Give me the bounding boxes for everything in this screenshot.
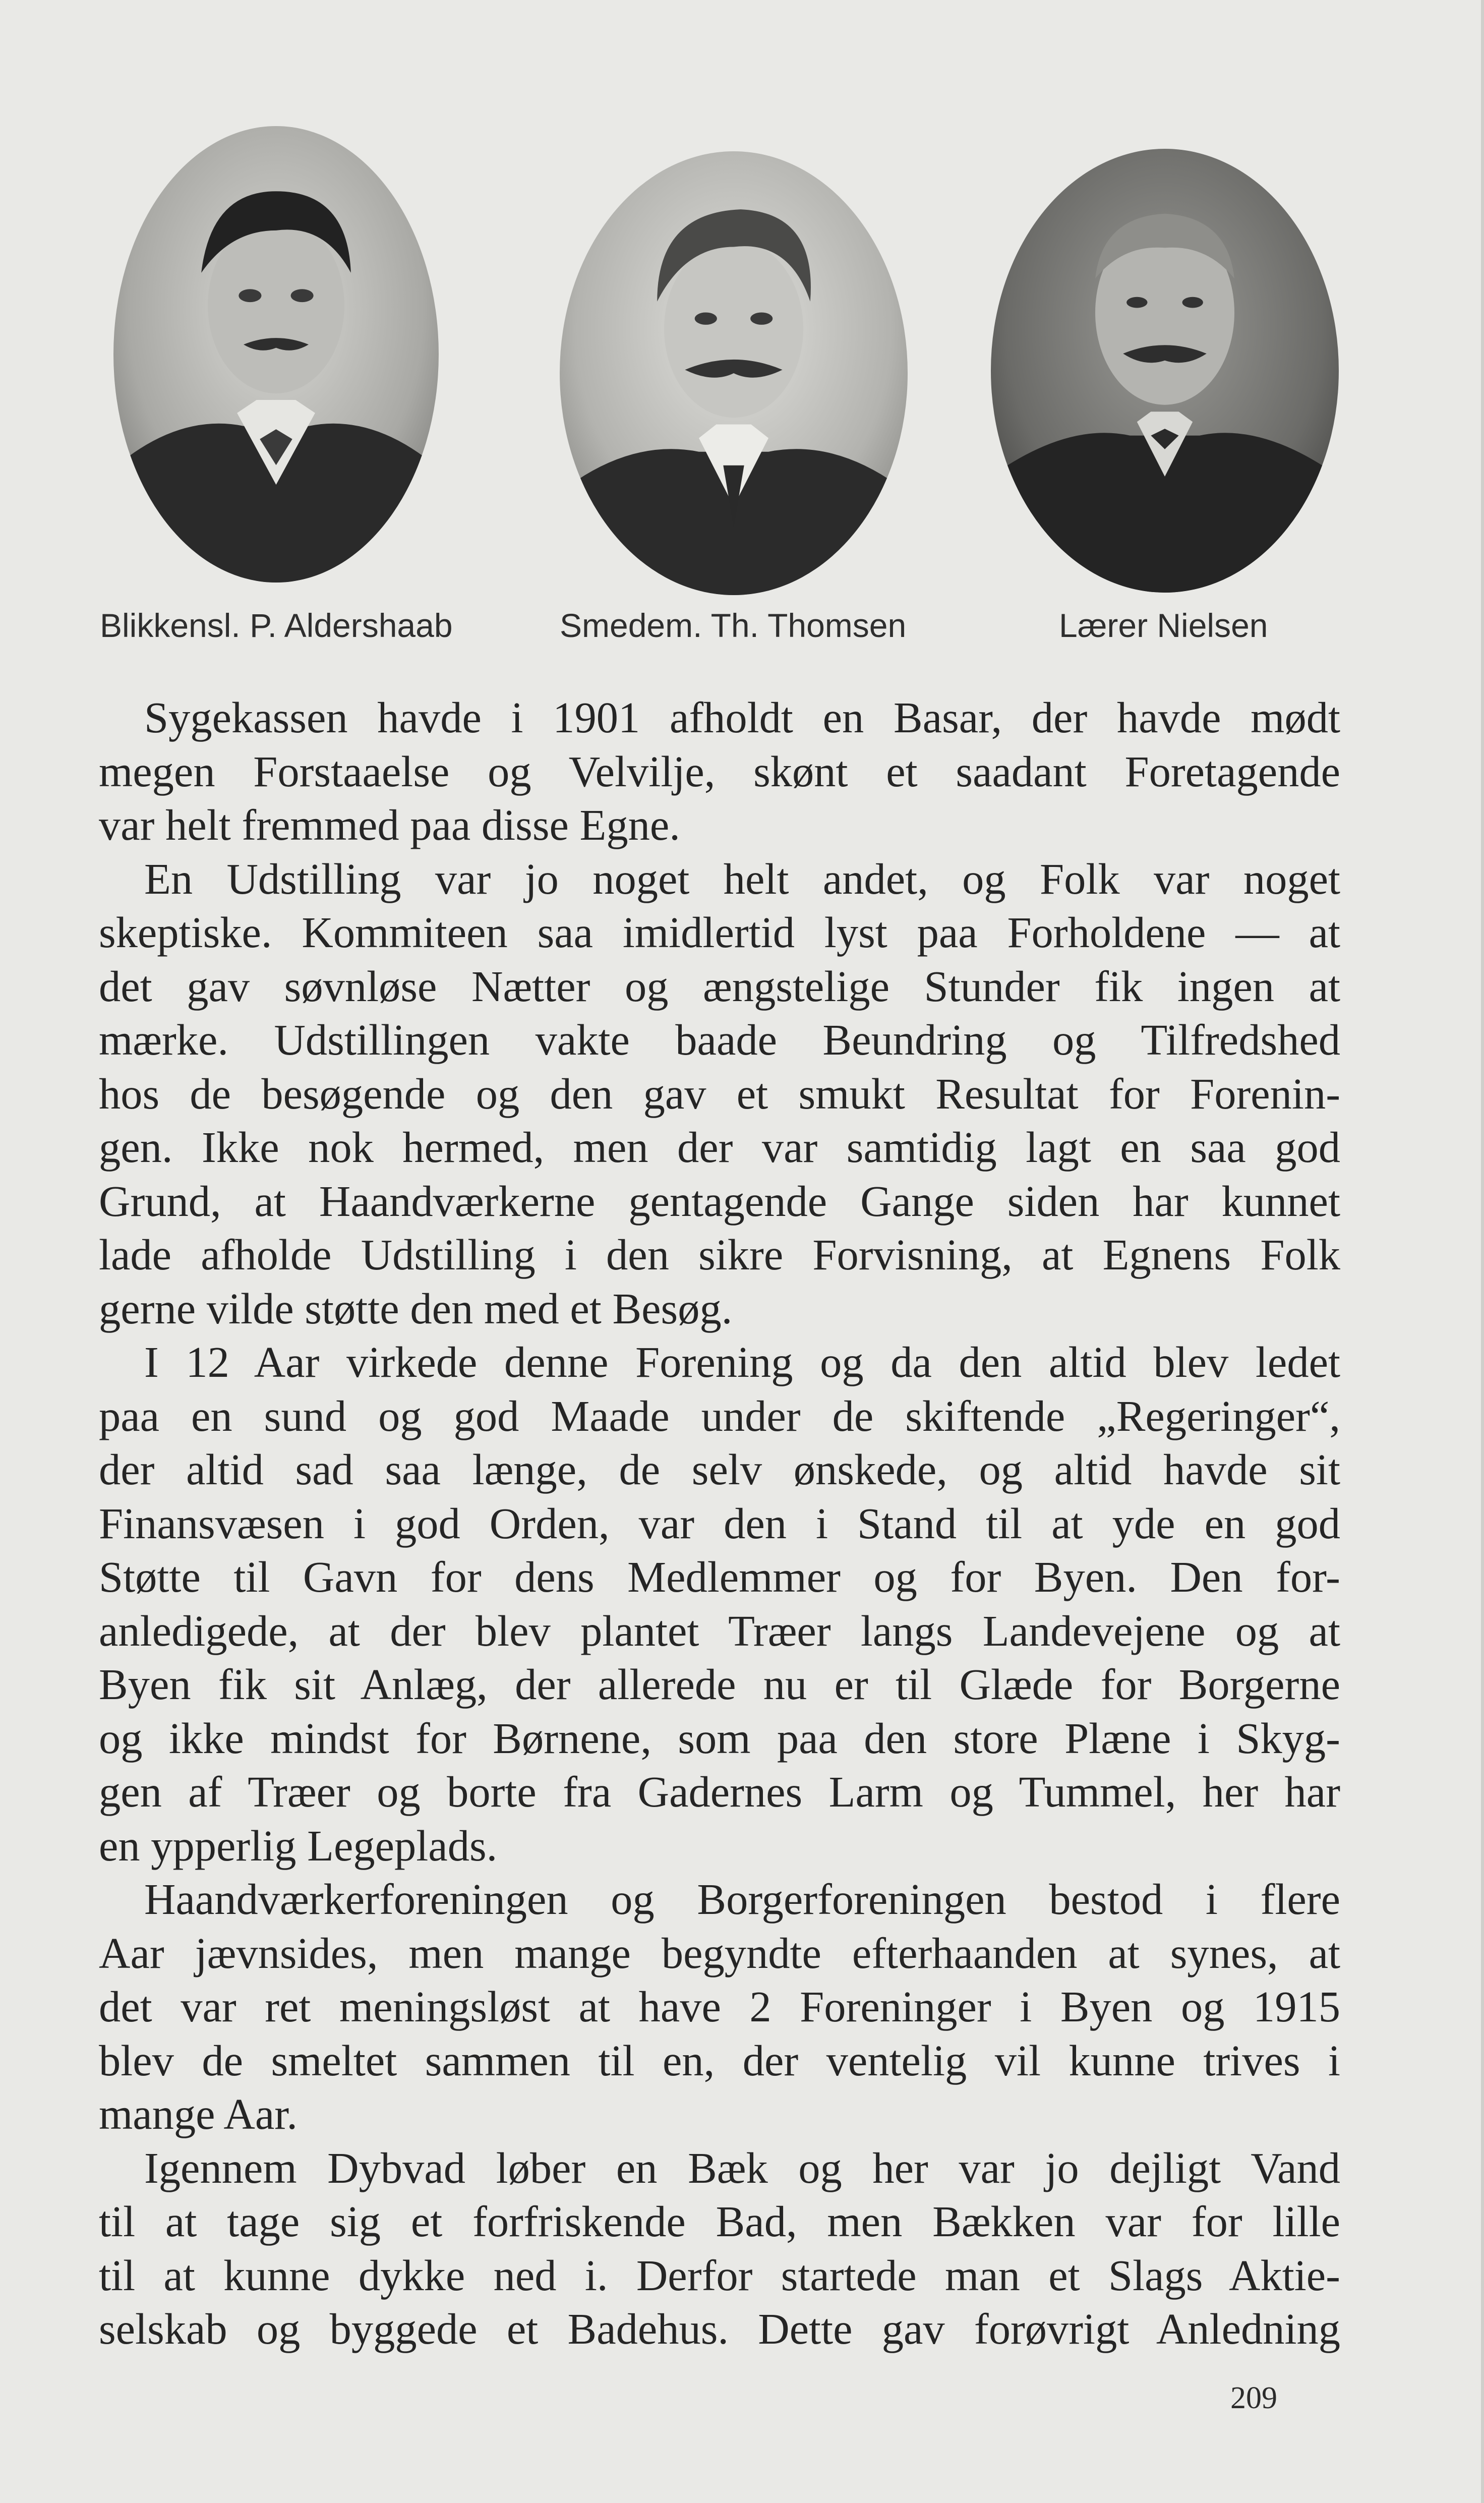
text-line: gerne vilde støtte den med et Besøg. xyxy=(99,1284,733,1333)
portrait-caption: Smedem. Th. Thomsen xyxy=(560,607,907,644)
text-line: var helt fremmed paa disse Egne. xyxy=(99,801,680,849)
text-line: gen. Ikke nok hermed, men der var samtidig lagt en saa god xyxy=(99,1123,1340,1172)
text-line: skeptiske. Kommiteen saa imidlertid lyst paa Forholdene — at xyxy=(99,908,1340,957)
portrait-photo-icon xyxy=(113,126,439,583)
text-line: til at tage sig et forfriskende Bad, men Bækken var for lille xyxy=(99,2197,1340,2246)
text-line: megen Forstaaelse og Velvilje, skønt et saadant Foretagende xyxy=(99,747,1340,796)
text-line: og ikke mindst for Børnene, som paa den store Plæne i Skyg- xyxy=(99,1714,1340,1763)
portrait-photo-icon xyxy=(560,151,908,595)
text-line: anledigede, at der blev plantet Træer langs Landevejene og at xyxy=(99,1606,1340,1655)
text-line: gen af Træer og borte fra Gadernes Larm og Tummel, her har xyxy=(99,1768,1340,1816)
page-edge xyxy=(1481,0,1484,2503)
text-line: Støtte til Gavn for dens Medlemmer og for Byen. Den for- xyxy=(99,1553,1340,1601)
page-number: 209 xyxy=(1230,2381,1277,2415)
text-line: Sygekassen havde i 1901 afholdt en Basar, der havde mødt xyxy=(144,693,1340,742)
text-line: det gav søvnløse Nætter og ængstelige Stunder fik ingen at xyxy=(99,962,1340,1011)
text-line: Aar jævnsides, men mange begyndte efterhaanden at synes, at xyxy=(99,1929,1340,1977)
text-line: mange Aar. xyxy=(99,2090,298,2138)
text-line: Haandværkerforeningen og Borgerforeningen bestod i flere xyxy=(144,1875,1340,1924)
text-line: Finansvæsen i god Orden, var den i Stand til at yde en god xyxy=(99,1499,1340,1548)
text-line: det var ret meningsløst at have 2 Foreninger i Byen og 1915 xyxy=(99,1983,1340,2031)
text-line: Igennem Dybvad løber en Bæk og her var jo dejligt Vand xyxy=(144,2143,1340,2192)
text-line: selskab og byggede et Badehus. Dette gav forøvrigt Anledning xyxy=(99,2305,1340,2353)
text-line: En Udstilling var jo noget helt andet, og Folk var noget xyxy=(144,854,1340,903)
portrait-caption: Lærer Nielsen xyxy=(1059,607,1268,644)
text-line: I 12 Aar virkede denne Forening og da den altid blev ledet xyxy=(144,1338,1340,1386)
text-line: Grund, at Haandværkerne gentagende Gange siden har kunnet xyxy=(99,1177,1340,1226)
text-line: blev de smeltet sammen til en, der ventelig vil kunne trives i xyxy=(99,2036,1340,2085)
text-line: til at kunne dykke ned i. Derfor startede man et Slags Aktie- xyxy=(99,2251,1340,2300)
text-line: paa en sund og god Maade under de skiftende „Regeringer“, xyxy=(99,1391,1340,1440)
portrait-thomsen xyxy=(560,151,908,595)
text-line: mærke. Udstillingen vakte baade Beundring og Tilfredshed xyxy=(99,1016,1340,1064)
body-text xyxy=(99,691,1340,2356)
text-line: lade afholde Udstilling i den sikre Forvisning, at Egnens Folk xyxy=(99,1231,1340,1279)
text-line: Byen fik sit Anlæg, der allerede nu er til Glæde for Borgerne xyxy=(99,1660,1340,1709)
portrait-photo-icon xyxy=(991,149,1339,593)
text-line: en ypperlig Legeplads. xyxy=(99,1821,498,1870)
text-line: hos de besøgende og den gav et smukt Resultat for Forenin- xyxy=(99,1069,1340,1118)
portrait-nielsen xyxy=(991,149,1339,593)
portrait-aldershaab xyxy=(113,126,439,583)
text-line: der altid sad saa længe, de selv ønskede, og altid havde sit xyxy=(99,1445,1340,1494)
portrait-caption: Blikkensl. P. Aldershaab xyxy=(100,607,453,644)
